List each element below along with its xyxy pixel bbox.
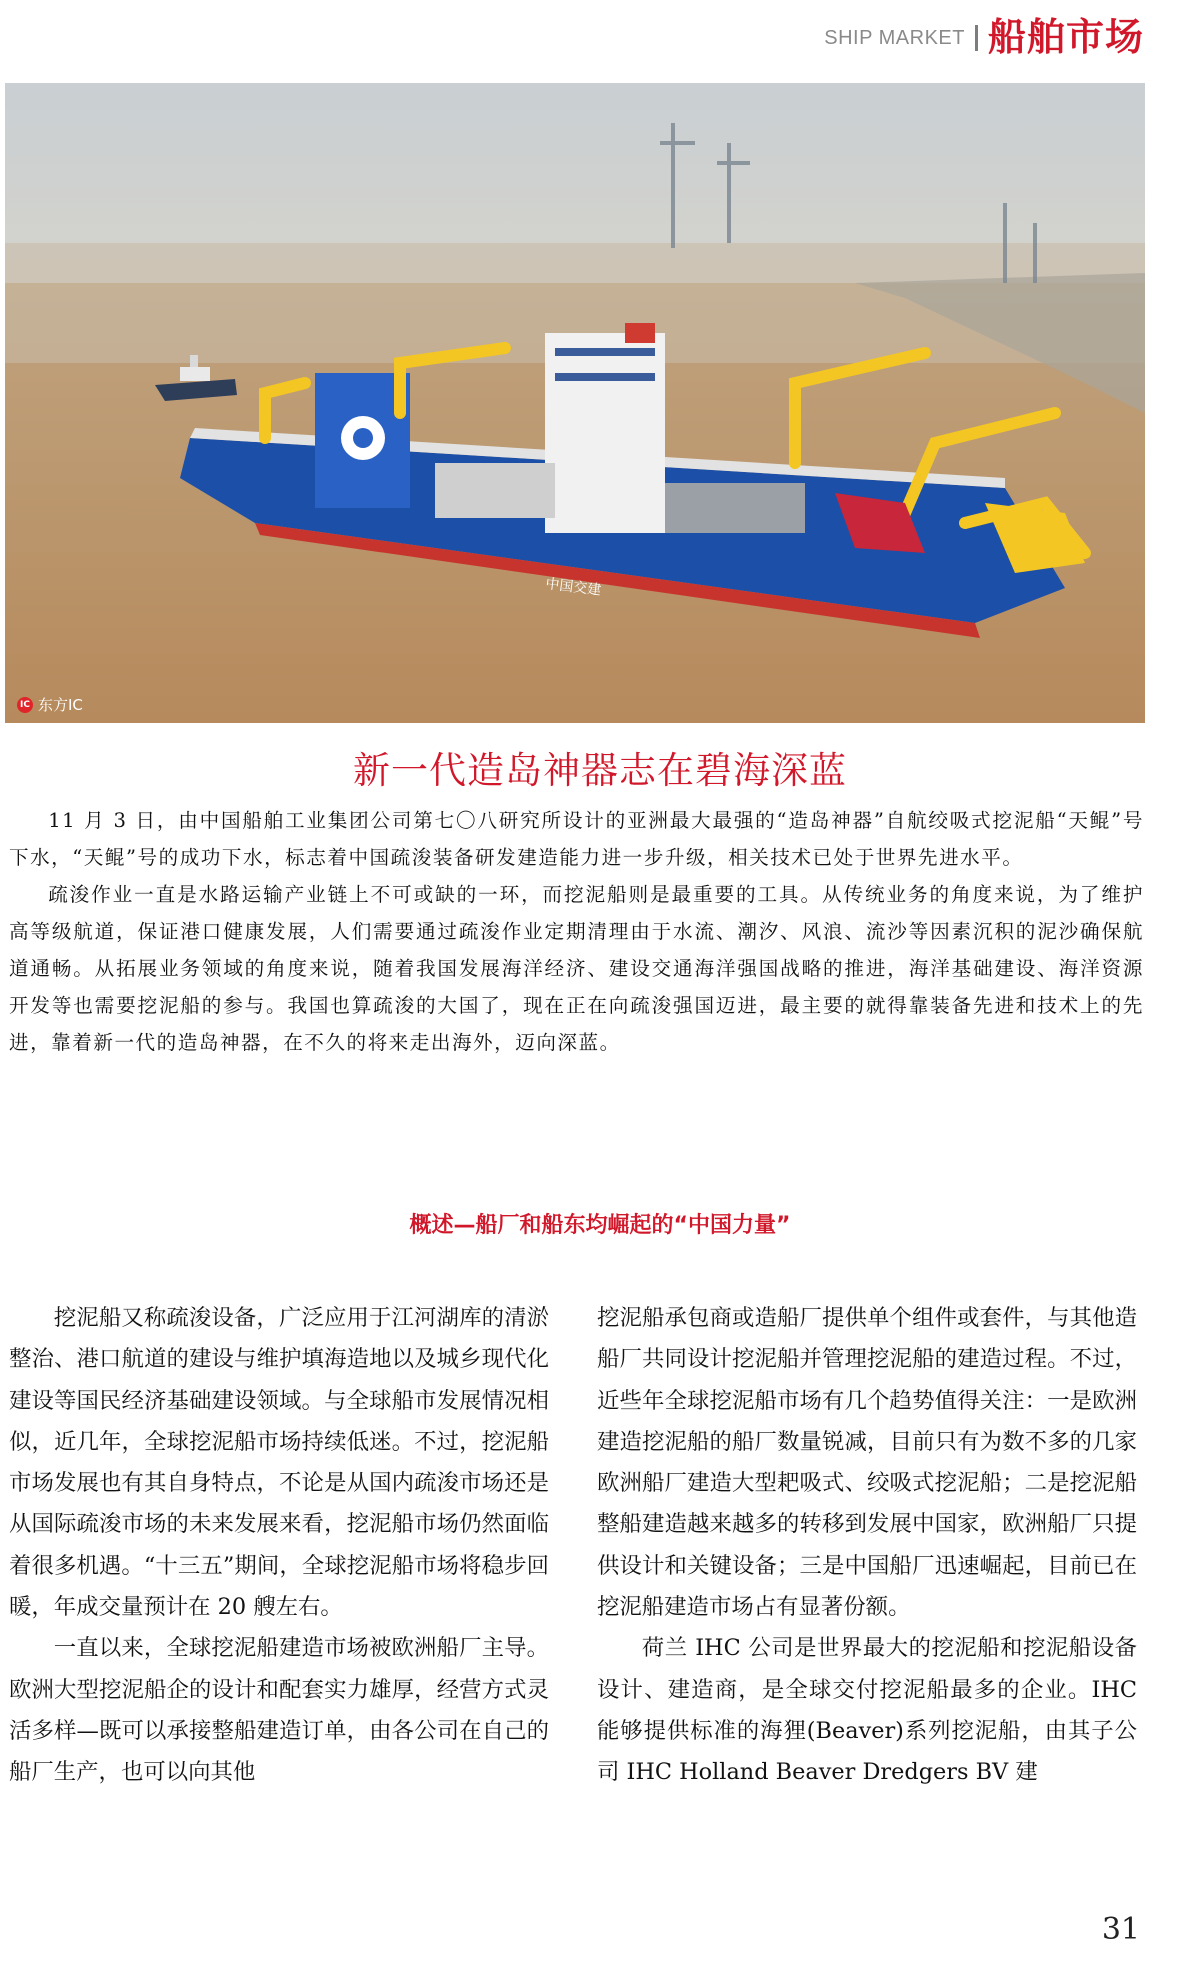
body-paragraph: 挖泥船又称疏浚设备，广泛应用于江河湖库的清淤整治、港口航道的建设与维护填海造地以及城乡现代化建设等国民经济基础建设领域。与全球船市发展情况相似，近几年，全球挖泥船市场持续低迷。不过，挖泥船市场发展也有其自身特点，不论是从国内疏浚市场还是从国际疏浚市场的未来发展来看，挖泥船市场仍然面临着很多机遇。“十三五”期间，全球挖泥船市场将稳步回暖，年成交量预计在 20 艘左右。 (9, 1305, 549, 1621)
photo-credit (17, 694, 83, 715)
photo-credit-text: 东方IC (38, 696, 83, 714)
intro-paragraph: 11 月 3 日，由中国船舶工业集团公司第七〇八研究所设计的亚洲最大最强的“造岛神器”自航绞吸式挖泥船“天鲲”号下水，“天鲲”号的成功下水，标志着中国疏浚装备研发建造能力进一步升级，相关技术已处于世界先进水平。 (9, 809, 1144, 869)
article-intro (9, 802, 1144, 1061)
left-column (9, 1298, 549, 1794)
page-number: 31 (1101, 1912, 1140, 1947)
section-name-en: SHIP MARKET (824, 26, 965, 49)
body-paragraph: 一直以来，全球挖泥船建造市场被欧洲船厂主导。欧洲大型挖泥船企的设计和配套实力雄厚，经营方式灵活多样—既可以承接整船建造订单，由各公司在自己的船厂生产，也可以向其他 (9, 1635, 549, 1786)
right-column (597, 1298, 1137, 1794)
article-title: 新一代造岛神器志在碧海深蓝 (353, 749, 847, 792)
section-name-cn: 船舶市场 (987, 14, 1144, 59)
section-subheading: 概述—船厂和船东均崛起的“中国力量” (409, 1213, 791, 1238)
dredger-ship-illustration (5, 83, 1145, 723)
intro-paragraph: 疏浚作业一直是水路运输产业链上不可或缺的一环，而挖泥船则是最重要的工具。从传统业务的角度来说，为了维护高等级航道，保证港口健康发展，人们需要通过疏浚作业定期清理由于水流、潮汐、风浪、流沙等因素沉积的泥沙确保航道通畅。从拓展业务领域的角度来说，随着我国发展海洋经济、建设交通海洋强国战略的推进，海洋基础建设、海洋资源开发等也需要挖泥船的参与。我国也算疏浚的大国了，现在正在向疏浚强国迈进，最主要的就得靠装备先进和技术上的先进，靠着新一代的造岛神器，在不久的将来走出海外，迈向深蓝。 (9, 883, 1144, 1054)
header-divider (975, 25, 978, 51)
ship-photo (5, 83, 1145, 723)
credit-logo-icon: IC (17, 697, 33, 713)
body-paragraph-continued: 挖泥船承包商或造船厂提供单个组件或套件，与其他造船厂共同设计挖泥船并管理挖泥船的建造过程。不过，近些年全球挖泥船市场有几个趋势值得关注：一是欧洲建造挖泥船的船厂数量锐减，目前只有为数不多的几家欧洲船厂建造大型耙吸式、绞吸式挖泥船；二是挖泥船整船建造越来越多的转移到发展中国家，欧洲船厂只提供设计和关键设备；三是中国船厂迅速崛起，目前已在挖泥船建造市场占有显著份额。 (597, 1305, 1137, 1621)
hull-name-text: 中国交建 (544, 576, 603, 599)
section-header (824, 8, 1144, 58)
body-paragraph: 荷兰 IHC 公司是世界最大的挖泥船和挖泥船设备设计、建造商，是全球交付挖泥船最多的企业。IHC 能够提供标准的海狸(Beaver)系列挖泥船，由其子公司 IHC Holland Beaver Dredgers BV 建 (597, 1635, 1137, 1786)
